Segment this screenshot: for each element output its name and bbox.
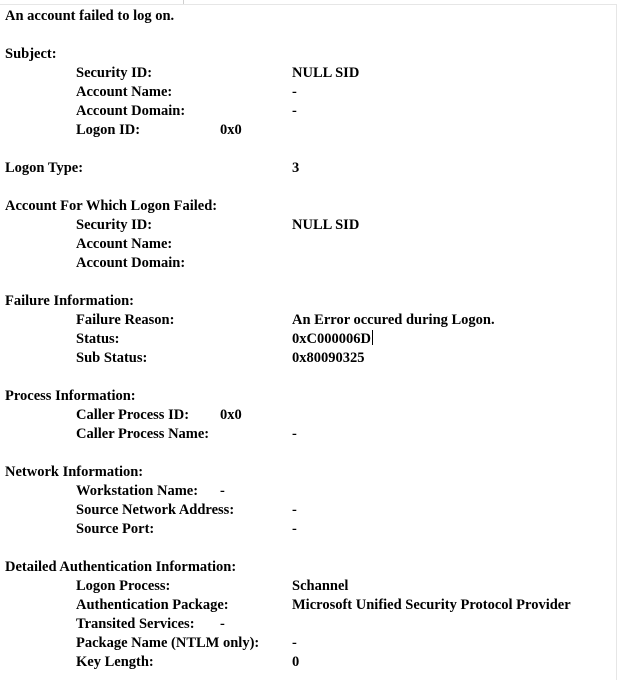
transited-services-value: - — [220, 616, 225, 632]
failed-account-heading: Account For Which Logon Failed: — [5, 198, 218, 214]
status-value[interactable]: 0xC000006D — [292, 331, 371, 347]
auth-info-heading: Detailed Authentication Information: — [5, 559, 237, 575]
caller-process-id-value: 0x0 — [220, 407, 242, 423]
subject-logon-id-value: 0x0 — [220, 122, 242, 138]
logon-process-value: Schannel — [292, 578, 349, 594]
subject-account-domain-label: Account Domain: — [76, 103, 186, 119]
status-label: Status: — [76, 331, 120, 347]
network-info-heading: Network Information: — [5, 464, 144, 480]
key-length-label: Key Length: — [76, 654, 154, 670]
subject-account-name-value: - — [292, 84, 297, 100]
workstation-name-label: Workstation Name: — [76, 483, 199, 499]
logon-type-value: 3 — [292, 160, 300, 176]
subject-heading: Subject: — [5, 46, 57, 62]
failed-account-name-label: Account Name: — [76, 236, 173, 252]
caller-process-id-label: Caller Process ID: — [76, 407, 190, 423]
logon-process-label: Logon Process: — [76, 578, 171, 594]
status-line[interactable] — [292, 330, 373, 349]
package-name-value: - — [292, 635, 297, 651]
subject-logon-id-label: Logon ID: — [76, 122, 141, 138]
auth-package-value: Microsoft Unified Security Protocol Provider — [292, 597, 571, 613]
key-length-value: 0 — [292, 654, 300, 670]
workstation-name-value: - — [220, 483, 225, 499]
source-port-value: - — [292, 521, 297, 537]
failed-account-domain-label: Account Domain: — [76, 255, 186, 271]
sub-status-label: Sub Status: — [76, 350, 148, 366]
caller-process-name-label: Caller Process Name: — [76, 426, 210, 442]
logon-type-label: Logon Type: — [5, 160, 84, 176]
failed-security-id-label: Security ID: — [76, 217, 153, 233]
text-cursor — [372, 330, 373, 345]
sub-status-value: 0x80090325 — [292, 350, 365, 366]
subject-security-id-label: Security ID: — [76, 65, 153, 81]
auth-package-label: Authentication Package: — [76, 597, 229, 613]
event-title: An account failed to log on. — [5, 8, 175, 24]
caller-process-name-value: - — [292, 426, 297, 442]
package-name-label: Package Name (NTLM only): — [76, 635, 260, 651]
source-network-address-value: - — [292, 502, 297, 518]
source-network-address-label: Source Network Address: — [76, 502, 235, 518]
failure-reason-label: Failure Reason: — [76, 312, 175, 328]
top-border-tick — [183, 0, 184, 4]
source-port-label: Source Port: — [76, 521, 155, 537]
failure-reason-value: An Error occured during Logon. — [292, 312, 495, 328]
failed-security-id-value: NULL SID — [292, 217, 360, 233]
top-border — [0, 4, 617, 5]
subject-account-domain-value: - — [292, 103, 297, 119]
failure-info-heading: Failure Information: — [5, 293, 135, 309]
process-info-heading: Process Information: — [5, 388, 136, 404]
subject-security-id-value: NULL SID — [292, 65, 360, 81]
transited-services-label: Transited Services: — [76, 616, 195, 632]
subject-account-name-label: Account Name: — [76, 84, 173, 100]
